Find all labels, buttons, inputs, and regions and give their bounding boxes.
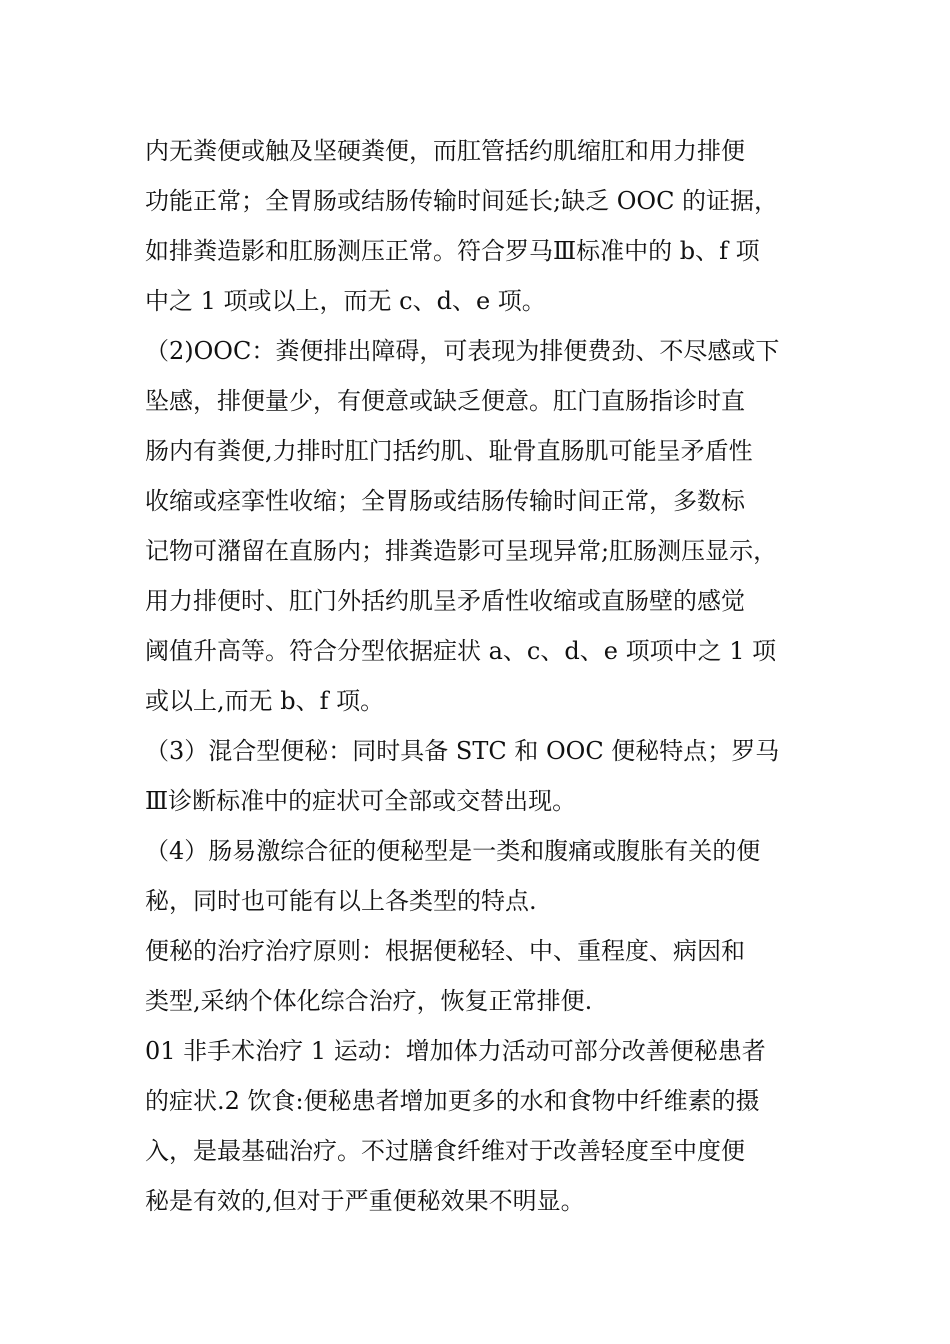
text-line: 内无粪便或触及坚硬粪便，而肛管括约肌缩肛和用力排便: [145, 137, 745, 165]
text-line: 坠感，排便量少，有便意或缺乏便意。肛门直肠指诊时直: [145, 387, 745, 415]
text-line: 或以上,而无 b、f 项。: [145, 687, 385, 715]
text-line: 便秘的治疗治疗原则：根据便秘轻、中、重程度、病因和: [145, 937, 745, 965]
text-line: 01 非手术治疗 1 运动：增加体力活动可部分改善便秘患者: [145, 1037, 766, 1065]
text-line: 类型,采纳个体化综合治疗，恢复正常排便.: [145, 987, 593, 1015]
document-body: [145, 126, 825, 1226]
text-line: 收缩或痉挛性收缩；全胃肠或结肠传输时间正常，多数标: [145, 487, 745, 515]
text-line: 功能正常；全胃肠或结肠传输时间延长;缺乏 OOC 的证据，: [145, 187, 779, 215]
text-line: （3）混合型便秘：同时具备 STC 和 OOC 便秘特点；罗马: [145, 737, 780, 765]
text-line: 的症状.2 饮食:便秘患者增加更多的水和食物中纤维素的摄: [145, 1087, 760, 1115]
text-line: 秘是有效的,但对于严重便秘效果不明显。: [145, 1187, 585, 1215]
text-line: 用力排便时、肛门外括约肌呈矛盾性收缩或直肠壁的感觉: [145, 587, 745, 615]
text-line: 阈值升高等。符合分型依据症状 a、c、d、e 项项中之 1 项: [145, 637, 777, 665]
text-line: Ⅲ诊断标准中的症状可全部或交替出现。: [145, 787, 577, 815]
text-line: 肠内有粪便,力排时肛门括约肌、耻骨直肠肌可能呈矛盾性: [145, 437, 753, 465]
text-line: 记物可潴留在直肠内；排粪造影可呈现异常;肛肠测压显示，: [145, 537, 778, 565]
text-line: 入，是最基础治疗。不过膳食纤维对于改善轻度至中度便: [145, 1137, 745, 1165]
text-line: （4）肠易激综合征的便秘型是一类和腹痛或腹胀有关的便: [145, 837, 761, 865]
text-line: 中之 1 项或以上，而无 c、d、e 项。: [145, 287, 546, 315]
text-line: （2)OOC：粪便排出障碍，可表现为排便费劲、不尽感或下: [145, 337, 780, 365]
text-line: 如排粪造影和肛肠测压正常。符合罗马Ⅲ标准中的 b、f 项: [145, 237, 760, 265]
text-line: 秘，同时也可能有以上各类型的特点.: [145, 887, 537, 915]
